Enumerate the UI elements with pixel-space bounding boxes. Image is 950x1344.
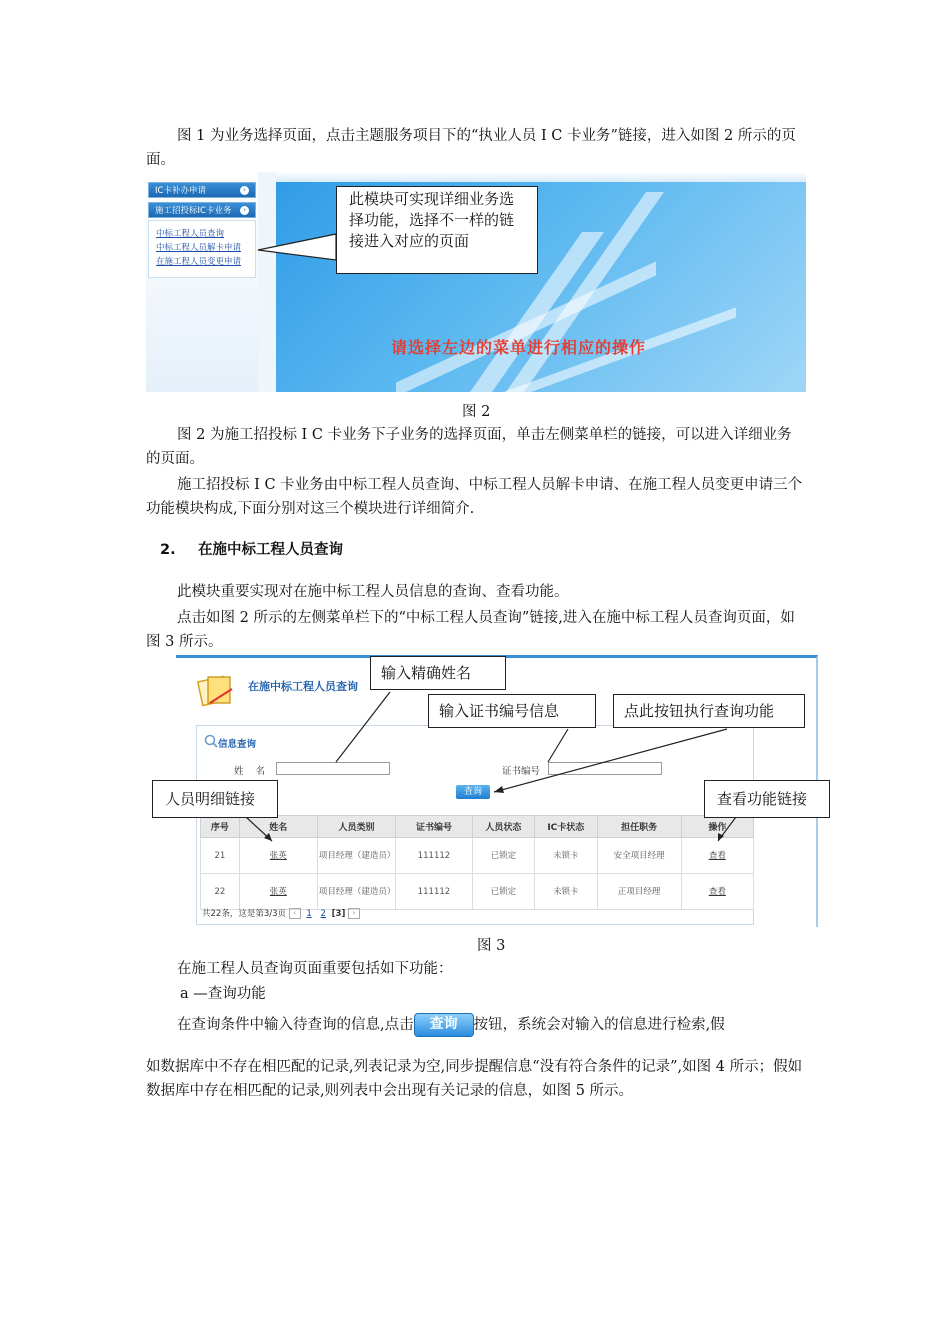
cell-cert-no: 111112 xyxy=(396,874,473,910)
col-name: 姓名 xyxy=(239,816,317,838)
menu-bidding-ic-label: 施工招投标IC卡业务 xyxy=(155,206,232,216)
chevron-icon: › xyxy=(240,206,249,215)
current-page: [3] xyxy=(331,909,346,919)
cell-position: 正项目经理 xyxy=(597,874,681,910)
callout-cert-info: 输入证书编号信息 xyxy=(428,694,596,728)
cell-position: 安全项目经理 xyxy=(597,838,681,874)
section-heading xyxy=(160,538,343,559)
link-winning-personnel-unlock[interactable]: 中标工程人员解卡申请 xyxy=(156,243,242,253)
page-2-link[interactable]: 2 xyxy=(320,909,326,919)
chevron-icon: › xyxy=(240,186,249,195)
paragraph-intro: 图 1 为业务选择页面，点击主题服务项目下的“执业人员 I C 卡业务”链接，进入如图 2 所示的页面。 xyxy=(146,128,796,168)
menu-ic-reissue-label: IC卡补办申请 xyxy=(155,186,206,196)
query-section-title: 信息查询 xyxy=(218,739,257,750)
link-personnel-change[interactable]: 在施工程人员变更申请 xyxy=(156,257,242,267)
figure-2-caption: 图 2 xyxy=(462,404,491,420)
paragraph-fig2-desc: 图 2 为施工招投标 I C 卡业务下子业务的选择页面，单击左侧菜单栏的链接，可以进入详细业务的页面。 xyxy=(146,427,792,467)
name-label: 姓 名 xyxy=(234,766,266,777)
col-action: 操作 xyxy=(681,816,753,838)
person-detail-link[interactable]: 张英 xyxy=(269,850,287,861)
page-title: 在施中标工程人员查询 xyxy=(248,680,358,693)
cell-index: 22 xyxy=(201,874,240,910)
cell-category: 项目经理（建造员） xyxy=(317,874,395,910)
callout-exact-name: 输入精确姓名 xyxy=(370,656,506,690)
cell-index: 21 xyxy=(201,838,240,874)
cert-label: 证书编号 xyxy=(502,766,541,777)
section-title: 在施中标工程人员查询 xyxy=(198,542,343,558)
query-button[interactable]: 查询 xyxy=(456,785,490,799)
person-detail-link[interactable]: 张英 xyxy=(269,886,287,897)
paragraph-query-how xyxy=(146,1010,806,1040)
cell-category: 项目经理（建造员） xyxy=(317,838,395,874)
figure-3-caption: 图 3 xyxy=(477,938,506,954)
col-position: 担任职务 xyxy=(597,816,681,838)
paragraph-results: 如数据库中不存在相匹配的记录,列表记录为空,同步提醒信息“没有符合条件的记录”,如图 4 所示；假如数据库中存在相匹配的记录,则列表中会出现有关记录的信息，如图 5 所示。 xyxy=(146,1059,803,1099)
inline-query-button: 查询 xyxy=(414,1013,474,1037)
cell-ic-status: 未锁卡 xyxy=(535,874,597,910)
col-index: 序号 xyxy=(201,816,240,838)
paragraph-functions: 在施工程人员查询页面重要包括如下功能： xyxy=(177,961,453,977)
page-1-link[interactable]: 1 xyxy=(306,909,312,919)
query-how-start: 在查询条件中输入待查询的信息,点击 xyxy=(177,1017,414,1033)
list-item-query: a —查询功能 xyxy=(180,986,266,1002)
figure-2-screenshot xyxy=(146,172,806,392)
callout-view-link: 查看功能链接 xyxy=(704,780,830,818)
cell-status: 已锁定 xyxy=(472,838,534,874)
view-link[interactable]: 查看 xyxy=(708,886,726,897)
cell-ic-status: 未锁卡 xyxy=(535,838,597,874)
query-how-end: 按钮，系统会对输入的信息进行检索,假 xyxy=(473,1017,725,1033)
col-ic-status: IC卡状态 xyxy=(535,816,597,838)
callout-person-detail: 人员明细链接 xyxy=(152,780,278,818)
link-winning-personnel-query[interactable]: 中标工程人员查询 xyxy=(156,229,225,239)
cell-status: 已锁定 xyxy=(472,874,534,910)
col-category: 人员类别 xyxy=(317,816,395,838)
col-status: 人员状态 xyxy=(472,816,534,838)
prev-page-icon[interactable]: ‹ xyxy=(289,908,301,919)
cell-cert-no: 111112 xyxy=(396,838,473,874)
callout-module: 此模块可实现详细业务选择功能，选择不一样的链接进入对应的页面 xyxy=(336,186,538,274)
section-number: 2. xyxy=(160,542,176,558)
pagination-summary: 共22条，这是第3/3页 xyxy=(202,909,286,919)
next-page-icon[interactable]: › xyxy=(348,908,360,919)
paragraph-module-purpose: 此模块重要实现对在施中标工程人员信息的查询、查看功能。 xyxy=(177,584,569,600)
paragraph-navigate: 点击如图 2 所示的左侧菜单栏下的“中标工程人员查询”链接,进入在施中标工程人员查询页面，如图 3 所示。 xyxy=(146,610,795,650)
col-cert-no: 证书编号 xyxy=(396,816,473,838)
callout-query-button: 点此按钮执行查询功能 xyxy=(613,694,805,728)
paragraph-modules: 施工招投标 I C 卡业务由中标工程人员查询、中标工程人员解卡申请、在施工程人员变更申请三个功能模块构成,下面分别对这三个模块进行详细简介. xyxy=(146,477,803,517)
view-link[interactable]: 查看 xyxy=(708,850,726,861)
banner-instruction: 请选择左边的菜单进行相应的操作 xyxy=(391,338,647,357)
